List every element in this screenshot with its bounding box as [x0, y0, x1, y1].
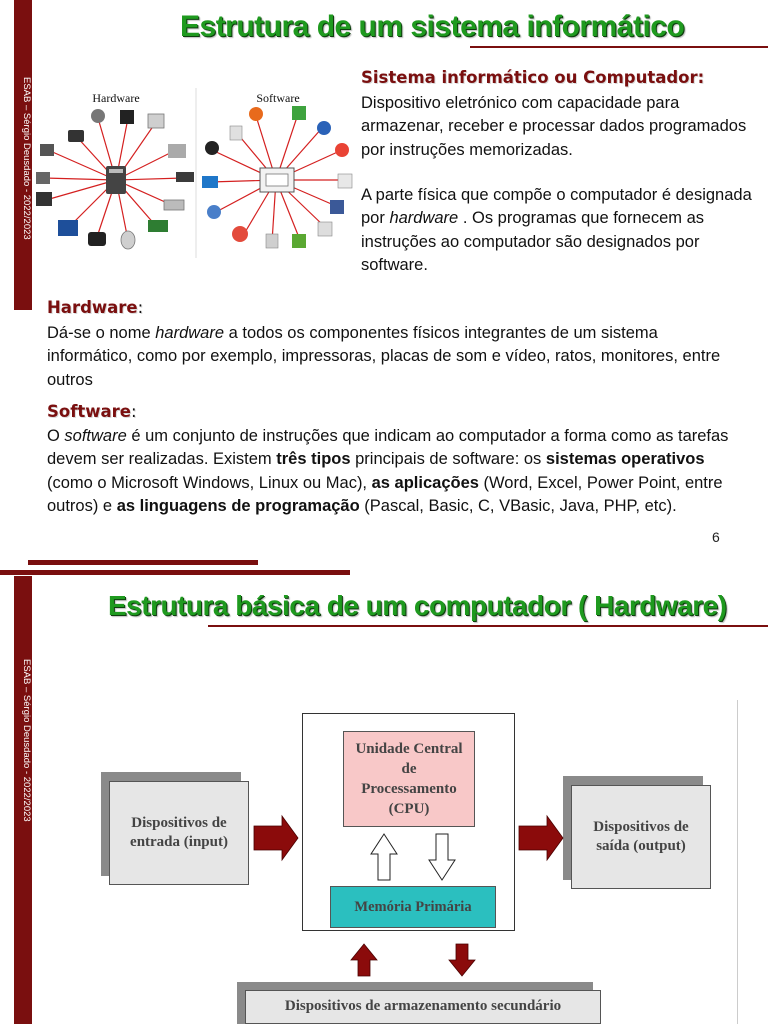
software-b1: três tipos — [276, 450, 351, 469]
slide1-title: Estrutura de um sistema informático — [180, 10, 685, 43]
definition-heading: Sistema informático ou Computador: — [361, 68, 705, 87]
hardware-p-b: a todos os componentes físicos integrantes de um sistema informático, como por exemplo, impressoras, placas de som e vídeo, ratos, monitores, entre outros — [47, 324, 721, 389]
slide2-title: Estrutura básica de um computador ( Hardware) — [108, 590, 727, 621]
software-b3: as aplicações — [371, 473, 479, 492]
definition-text-1: Dispositivo eletrónico com capacidade para armazenar, receber e processar dados programados por instruções memorizadas. — [361, 94, 747, 159]
hardware-p-a: Dá-se o nome — [47, 324, 156, 342]
hardware-diagram-label: Hardware — [92, 91, 140, 105]
input-devices-label: Dispositivos de entrada (input) — [130, 815, 228, 850]
software-p1: O — [47, 427, 65, 445]
software-p1-em: software — [64, 427, 127, 445]
software-p4: (como o Microsoft Windows, Linux ou Mac), — [47, 473, 372, 492]
hardware-heading-text: Hardware — [47, 298, 138, 317]
software-diagram-label: Software — [256, 91, 300, 105]
page-number: 6 — [712, 529, 720, 545]
definition-text-2-a: A parte física que compõe o computador é designada por — [361, 186, 752, 228]
hardware-heading-colon: : — [137, 298, 144, 317]
cpu-to-output-arrow — [519, 816, 563, 860]
side-label-slide1: ESAB – Sérgio Deusdado - 2022/2023 — [21, 76, 32, 240]
definition-text-2-em: hardware — [389, 209, 459, 228]
cpu-label: Unidade Central de Processamento (CPU) — [355, 741, 463, 817]
software-p6: (Pascal, Basic, C, VBasic, Java, PHP, etc). — [359, 496, 677, 515]
cpu-to-memory-arrow — [429, 834, 455, 880]
storage-label: Dispositivos de armazenamento secundário — [284, 998, 562, 1014]
memory-label: Memória Primária — [354, 898, 472, 915]
storage-to-memory-arrow — [351, 944, 377, 976]
software-p5: (Word, Excel, Power Point, entre outros) e — [47, 473, 723, 515]
software-b2: sistemas operativos — [545, 450, 705, 469]
software-heading-colon: : — [131, 402, 137, 421]
software-p2: é um conjunto de instruções que indicam ao computador a forma como as tarefas devem ser realizadas. Existem — [47, 427, 729, 469]
software-heading-text: Software — [47, 402, 131, 421]
memory-to-storage-arrow — [449, 944, 475, 976]
input-to-cpu-arrow — [254, 816, 298, 860]
memory-to-cpu-arrow — [371, 834, 397, 880]
hardware-p-em: hardware — [155, 324, 225, 342]
side-label-slide2: ESAB – Sérgio Deusdado - 2022/2023 — [21, 658, 32, 822]
output-devices-label: Dispositivos de saída (output) — [593, 819, 689, 854]
software-b4: as linguagens de programação — [116, 496, 360, 515]
software-p3: principais de software: os — [350, 450, 546, 469]
definition-text-2-b: . Os programas que fornecem as instruções ao computador são designados por software. — [361, 209, 705, 274]
